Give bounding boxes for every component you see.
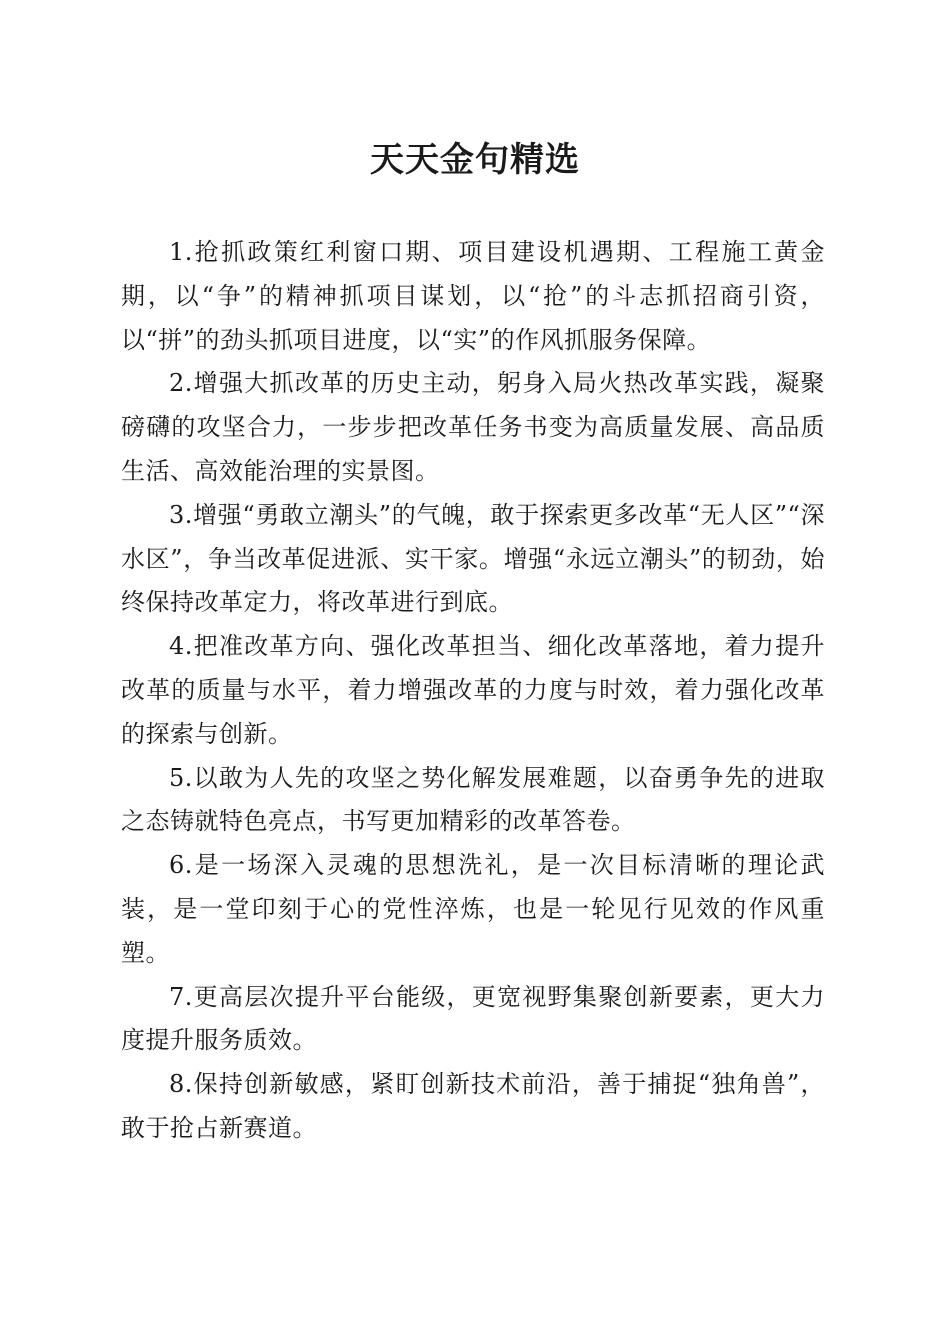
paragraph-8: 8.保持创新敏感，紧盯创新技术前沿，善于捕捉“独角兽”，敢于抢占新赛道。 (121, 1070, 825, 1142)
document-title: 天天金句精选 (370, 140, 580, 180)
paragraph-6: 6.是一场深入灵魂的思想洗礼，是一次目标清晰的理论武装，是一堂印刻于心的党性淬炼，也是一轮见行见效的作风重塑。 (121, 851, 825, 967)
paragraph-4: 4.把准改革方向、强化改革担当、细化改革落地，着力提升改革的质量与水平，着力增强改革的力度与时效，着力强化改革的探索与创新。 (121, 632, 825, 748)
paragraph-3: 3.增强“勇敢立潮头”的气魄，敢于探索更多改革“无人区”“深水区”，争当改革促进派、实干家。增强“永远立潮头”的韧劲，始终保持改革定力，将改革进行到底。 (121, 500, 825, 617)
paragraph-5: 5.以敢为人先的攻坚之势化解发展难题，以奋勇争先的进取之态铸就特色亮点，书写更加精彩的改革答卷。 (121, 763, 825, 836)
paragraph-7: 7.更高层次提升平台能级，更宽视野集聚创新要素，更大力度提升服务质效。 (121, 982, 825, 1055)
document-body (121, 231, 825, 1151)
paragraph-1: 1.抢抓政策红利窗口期、项目建设机遇期、工程施工黄金期，以“争”的精神抓项目谋划，以“抢”的斗志抓招商引资，以“拼”的劲头抓项目进度，以“实”的作风抓服务保障。 (121, 238, 825, 354)
paragraph-2: 2.增强大抓改革的历史主动，躬身入局火热改革实践，凝聚磅礴的攻坚合力，一步步把改革任务书变为高质量发展、高品质生活、高效能治理的实景图。 (121, 369, 825, 485)
